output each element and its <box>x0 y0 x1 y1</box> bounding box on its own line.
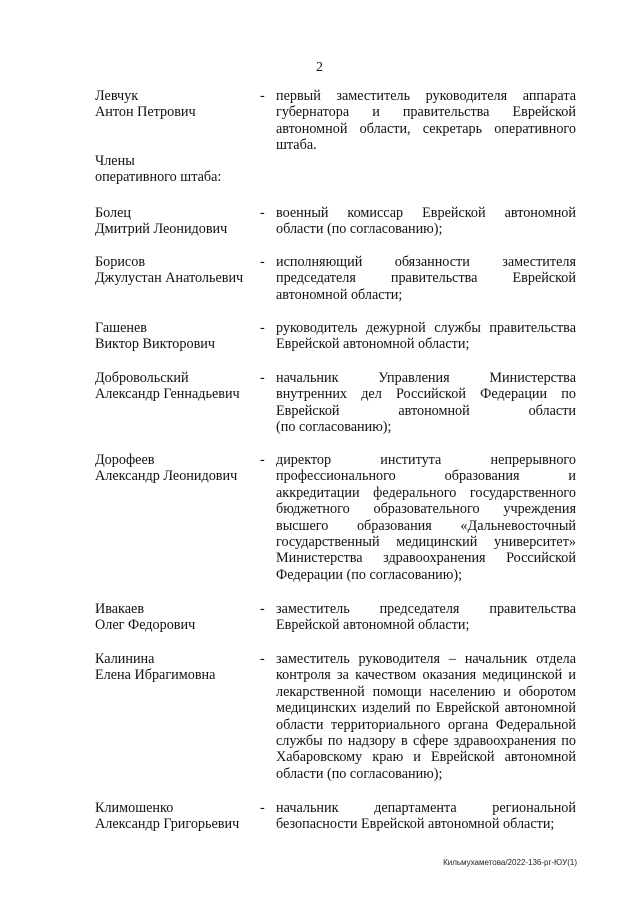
role-line: государственный медицинский университет» <box>276 534 576 551</box>
role-line: области территориального органа Федеральной <box>276 716 576 733</box>
entry-dash: - <box>260 205 265 221</box>
role-line: области (по согласованию); <box>276 221 443 238</box>
role-line: (по согласованию); <box>276 419 392 436</box>
member-surname: Гашенев <box>95 320 147 336</box>
member-role <box>276 254 576 303</box>
role-line: штаба. <box>276 137 317 154</box>
role-line: области (по согласованию); <box>276 765 443 782</box>
member-given-names: Олег Федорович <box>95 617 196 634</box>
member-role <box>276 320 576 353</box>
member-role <box>276 452 576 583</box>
member-name <box>95 205 255 238</box>
role-line: бюджетного образовательного учреждения <box>276 501 576 518</box>
role-line: автономной области, секретарь оперативного <box>276 120 576 137</box>
entry-dash: - <box>260 601 265 617</box>
member-surname: Болец <box>95 205 132 221</box>
member-role <box>276 370 576 436</box>
entry-dash: - <box>260 320 265 336</box>
member-given-names: Александр Геннадьевич <box>95 386 240 403</box>
role-line: губернатора и правительства Еврейской <box>276 104 576 121</box>
member-name <box>95 601 255 634</box>
role-line: Еврейской автономной области; <box>276 617 470 634</box>
member-given-names: Елена Ибрагимовна <box>95 667 216 684</box>
entry-dash: - <box>260 254 265 270</box>
role-line: председателя правительства Еврейской <box>276 270 576 287</box>
member-name <box>95 254 255 287</box>
role-line: Еврейской автономной области; <box>276 336 470 353</box>
member-given-names: Виктор Викторович <box>95 336 215 353</box>
role-line: лекарственной помощи населению и оборотом <box>276 683 576 700</box>
member-given-names: Джулустан Анатольевич <box>95 270 244 287</box>
member-role <box>276 651 576 782</box>
member-surname: Калинина <box>95 651 155 667</box>
entry-dash: - <box>260 651 265 667</box>
member-name <box>95 370 255 403</box>
member-name <box>95 800 255 833</box>
member-surname: Дорофеев <box>95 452 155 468</box>
member-surname: Климошенко <box>95 800 174 816</box>
role-line: начальник Управления Министерства <box>276 370 576 386</box>
role-line: контроля за качеством оказания медицинской и <box>276 667 576 684</box>
member-surname: Борисов <box>95 254 146 270</box>
role-line: Хабаровскому краю и Еврейской автономной <box>276 749 576 766</box>
member-surname: Левчук <box>95 88 139 104</box>
entry-dash: - <box>260 370 265 386</box>
member-given-names: Александр Григорьевич <box>95 816 240 833</box>
member-role <box>276 800 576 833</box>
role-line: первый заместитель руководителя аппарата <box>276 88 576 104</box>
section-heading-line: Члены <box>95 153 135 169</box>
role-line: руководитель дежурной службы правительства <box>276 320 576 336</box>
member-given-names: Антон Петрович <box>95 104 196 121</box>
member-name <box>95 651 255 684</box>
document-registration-code: Кильмухаметова/2022-136-рг-ЮУ(1) <box>443 858 577 867</box>
role-line: медицинских изделий по Еврейской автономной <box>276 700 576 717</box>
entry-dash: - <box>260 88 265 104</box>
member-role <box>276 601 576 634</box>
entry-dash: - <box>260 452 265 468</box>
section-heading-line: оперативного штаба: <box>95 169 222 186</box>
entry-dash: - <box>260 800 265 816</box>
role-line: директор института непрерывного <box>276 452 576 468</box>
role-line: внутренних дел Российской Федерации по <box>276 386 576 403</box>
member-name <box>95 452 255 485</box>
role-line: Еврейской автономной области <box>276 402 576 419</box>
member-given-names: Дмитрий Леонидович <box>95 221 228 238</box>
role-line: начальник департамента региональной <box>276 800 576 816</box>
role-line: Федерации (по согласованию); <box>276 566 463 583</box>
role-line: Министерства здравоохранения Российской <box>276 550 576 567</box>
role-line: профессионального образования и <box>276 468 576 485</box>
role-line: безопасности Еврейской автономной области; <box>276 816 555 833</box>
member-role <box>276 88 576 154</box>
role-line: аккредитации федерального государственного <box>276 484 576 501</box>
member-role <box>276 205 576 238</box>
role-line: высшего образования «Дальневосточный <box>276 517 576 534</box>
page-number: 2 <box>316 60 323 75</box>
section-heading-members <box>95 153 221 186</box>
role-line: заместитель руководителя – начальник отдела <box>276 651 576 667</box>
member-name <box>95 320 255 353</box>
member-name <box>95 88 255 121</box>
role-line: исполняющий обязанности заместителя <box>276 254 576 270</box>
role-line: автономной области; <box>276 286 403 303</box>
member-surname: Ивакаев <box>95 601 145 617</box>
role-line: заместитель председателя правительства <box>276 601 576 617</box>
role-line: военный комиссар Еврейской автономной <box>276 205 576 221</box>
member-given-names: Александр Леонидович <box>95 468 238 485</box>
member-surname: Добровольский <box>95 370 189 386</box>
role-line: службы по надзору в сфере здравоохранения по <box>276 733 576 750</box>
